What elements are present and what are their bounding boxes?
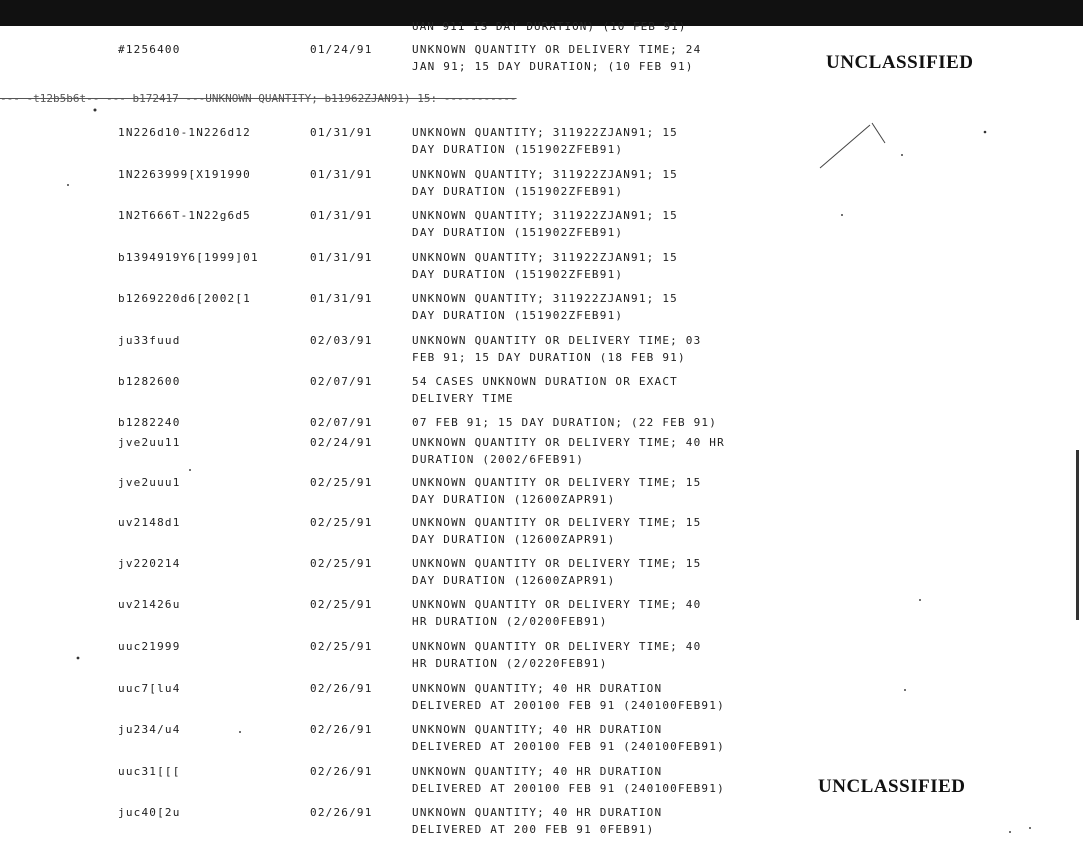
entry-id: #1256400 — [118, 43, 181, 56]
entry-text-line1: UNKNOWN QUANTITY; 40 HR DURATION — [412, 682, 663, 695]
entry-date: 02/07/91 — [310, 416, 373, 429]
entry-id: ju33fuud — [118, 334, 181, 347]
entry-id: uv21426u — [118, 598, 181, 611]
entry-text-line1: UNKNOWN QUANTITY; 311922ZJAN91; 15 — [412, 292, 678, 305]
entry-id: uuc21999 — [118, 640, 181, 653]
entry-id: b1282240 — [118, 416, 181, 429]
entry-text-line1: UNKNOWN QUANTITY; 40 HR DURATION — [412, 765, 663, 778]
entry-text-line1: UNKNOWN QUANTITY OR DELIVERY TIME; 40 — [412, 640, 702, 653]
entry-text-line1: UNKNOWN QUANTITY; 40 HR DURATION — [412, 806, 663, 819]
classification-mark-top: UNCLASSIFIED — [826, 52, 974, 73]
entry-date: 02/07/91 — [310, 375, 373, 388]
entry-text-line2: DAY DURATION (151902ZFEB91) — [412, 143, 624, 156]
entry-date: 01/31/91 — [310, 251, 373, 264]
entry-text-line2: FEB 91; 15 DAY DURATION (18 FEB 91) — [412, 351, 686, 364]
entry-id: uv2148d1 — [118, 516, 181, 529]
entry-id: uuc31[[[ — [118, 765, 181, 778]
entry-text-line1: UNKNOWN QUANTITY OR DELIVERY TIME; 24 — [412, 43, 702, 56]
entry-date: 02/03/91 — [310, 334, 373, 347]
entry-date: 01/31/91 — [310, 126, 373, 139]
entry-text-line2: DAY DURATION (151902ZFEB91) — [412, 268, 624, 281]
entry-text-line1: UNKNOWN QUANTITY OR DELIVERY TIME; 15 — [412, 476, 702, 489]
entry-text-line2: DELIVERED AT 200100 FEB 91 (240100FEB91) — [412, 782, 725, 795]
entry-id: 1N2T666T-1N22g6d5 — [118, 209, 251, 222]
entry-text-line2: DELIVERED AT 200100 FEB 91 (240100FEB91) — [412, 740, 725, 753]
entry-id: b1282600 — [118, 375, 181, 388]
entry-date: 02/25/91 — [310, 557, 373, 570]
entry-date: 02/25/91 — [310, 640, 373, 653]
entry-text-line1: 54 CASES UNKNOWN DURATION OR EXACT — [412, 375, 678, 388]
entry-id: jve2uuu1 — [118, 476, 181, 489]
entry-id: uuc7[lu4 — [118, 682, 181, 695]
entry-date: 02/26/91 — [310, 682, 373, 695]
entry-text-line2: DAY DURATION (12600ZAPR91) — [412, 533, 616, 546]
entry-date: 02/25/91 — [310, 516, 373, 529]
struck-out-text: --- -t12b5b6t-- --- b172417 ---UNKNOWN QUANTITY; b11962ZJAN91) 15: ----------- — [0, 92, 517, 105]
entry-text-line1: UNKNOWN QUANTITY OR DELIVERY TIME; 15 — [412, 557, 702, 570]
entry-date: 02/25/91 — [310, 476, 373, 489]
entry-text-line1: UNKNOWN QUANTITY OR DELIVERY TIME; 03 — [412, 334, 702, 347]
entry-date: 01/31/91 — [310, 292, 373, 305]
entry-text-line2: DAY DURATION (151902ZFEB91) — [412, 185, 624, 198]
entry-text-line2: DAY DURATION (12600ZAPR91) — [412, 493, 616, 506]
entry-text-line1: UNKNOWN QUANTITY; 311922ZJAN91; 15 — [412, 168, 678, 181]
entry-id: ju234/u4 — [118, 723, 181, 736]
entry-text-line1: UNKNOWN QUANTITY; 311922ZJAN91; 15 — [412, 251, 678, 264]
entry-text-line1: UNKNOWN QUANTITY; 311922ZJAN91; 15 — [412, 126, 678, 139]
entry-text-line1: UNKNOWN QUANTITY OR DELIVERY TIME; 40 — [412, 598, 702, 611]
struck-out-line — [0, 92, 1083, 105]
entry-id: juc40[2u — [118, 806, 181, 819]
entry-text-line2: DELIVERED AT 200 FEB 91 0FEB91) — [412, 823, 655, 836]
entry-text-line1: UNKNOWN QUANTITY; 40 HR DURATION — [412, 723, 663, 736]
entry-text-line1: 07 FEB 91; 15 DAY DURATION; (22 FEB 91) — [412, 416, 718, 429]
entry-id: 1N2263999[X191990 — [118, 168, 251, 181]
entry-text-line2: HR DURATION (2/0220FEB91) — [412, 657, 608, 670]
header-text-line: UAN 911 IS DAY DURATION) (10 FEB 91) — [412, 20, 687, 33]
entry-date: 02/25/91 — [310, 598, 373, 611]
entry-text-line2: DURATION (2002/6FEB91) — [412, 453, 585, 466]
entry-id: b1269220d6[2002[1 — [118, 292, 251, 305]
entry-date: 01/31/91 — [310, 168, 373, 181]
entry-text-line2: DAY DURATION (12600ZAPR91) — [412, 574, 616, 587]
entry-id: 1N226d10-1N226d12 — [118, 126, 251, 139]
entry-text-line2: DELIVERY TIME — [412, 392, 514, 405]
entry-text-line1: UNKNOWN QUANTITY; 311922ZJAN91; 15 — [412, 209, 678, 222]
entry-date: 01/24/91 — [310, 43, 373, 56]
entry-id: jv220214 — [118, 557, 181, 570]
entry-date: 02/26/91 — [310, 765, 373, 778]
entry-date: 01/31/91 — [310, 209, 373, 222]
entry-text-line2: DAY DURATION (151902ZFEB91) — [412, 226, 624, 239]
entry-id: jve2uu11 — [118, 436, 181, 449]
entry-date: 02/24/91 — [310, 436, 373, 449]
entry-text-line2: HR DURATION (2/0200FEB91) — [412, 615, 608, 628]
entry-text-line2: DELIVERED AT 200100 FEB 91 (240100FEB91) — [412, 699, 725, 712]
entry-text-line2: DAY DURATION (151902ZFEB91) — [412, 309, 624, 322]
entry-text-line2: JAN 91; 15 DAY DURATION; (10 FEB 91) — [412, 60, 694, 73]
entry-text-line1: UNKNOWN QUANTITY OR DELIVERY TIME; 40 HR — [412, 436, 725, 449]
entry-text-line1: UNKNOWN QUANTITY OR DELIVERY TIME; 15 — [412, 516, 702, 529]
classification-mark-bottom: UNCLASSIFIED — [818, 776, 966, 797]
entry-date: 02/26/91 — [310, 723, 373, 736]
entry-date: 02/26/91 — [310, 806, 373, 819]
entry-id: b1394919Y6[1999]01 — [118, 251, 259, 264]
scan-edge-mark — [1076, 450, 1079, 620]
